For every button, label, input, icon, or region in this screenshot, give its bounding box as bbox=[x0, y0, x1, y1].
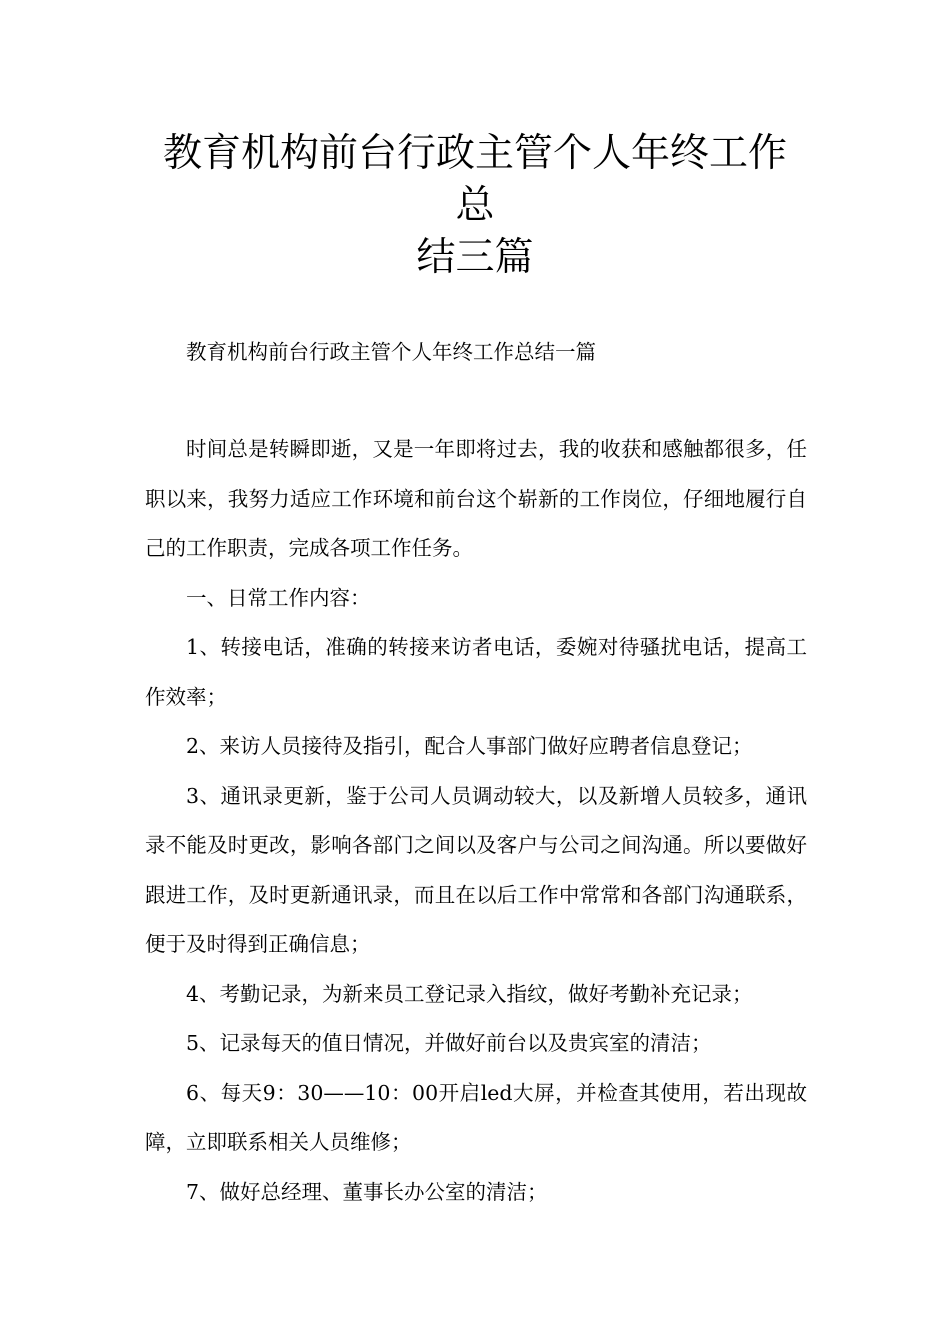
title-line-2: 结三篇 bbox=[416, 235, 534, 280]
paragraph-intro: 时间总是转瞬即逝，又是一年即将过去，我的收获和感触都很多，任职以来，我努力适应工作环境和前台这个崭新的工作岗位，仔细地履行自己的工作职责，完成各项工作任务。 bbox=[145, 437, 807, 560]
section-heading: 教育机构前台行政主管个人年终工作总结一篇 bbox=[186, 340, 596, 364]
paragraph-item-3: 3、通讯录更新，鉴于公司人员调动较大，以及新增人员较多，通讯录不能及时更改，影响各部门之间以及客户与公司之间沟通。所以要做好跟进工作，及时更新通讯录，而且在以后工作中常常和各部门沟通联系，便于及时得到正确信息； bbox=[145, 783, 807, 956]
paragraph-item-4: 4、考勤记录，为新来员工登记录入指纹，做好考勤补充记录； bbox=[186, 981, 753, 1006]
paragraph-item-7: 7、做好总经理、董事长办公室的清洁； bbox=[186, 1179, 548, 1204]
paragraph-item-2: 2、来访人员接待及指引，配合人事部门做好应聘者信息登记； bbox=[186, 734, 753, 758]
paragraph-item-5: 5、记录每天的值日情况，并做好前台以及贵宾室的清洁； bbox=[186, 1031, 712, 1055]
paragraph-item-6: 6、每天9：30——10：00开启led大屏，并检查其使用，若出现故障，立即联系相关人员维修； bbox=[145, 1080, 807, 1154]
paragraph-section-title: 一、日常工作内容： bbox=[186, 585, 371, 610]
paragraph-item-1: 1、转接电话，准确的转接来访者电话，委婉对待骚扰电话，提高工作效率； bbox=[145, 635, 807, 709]
document-body bbox=[145, 425, 807, 1217]
document-title bbox=[145, 128, 805, 284]
title-line-1: 教育机构前台行政主管个人年终工作总 bbox=[162, 131, 787, 228]
